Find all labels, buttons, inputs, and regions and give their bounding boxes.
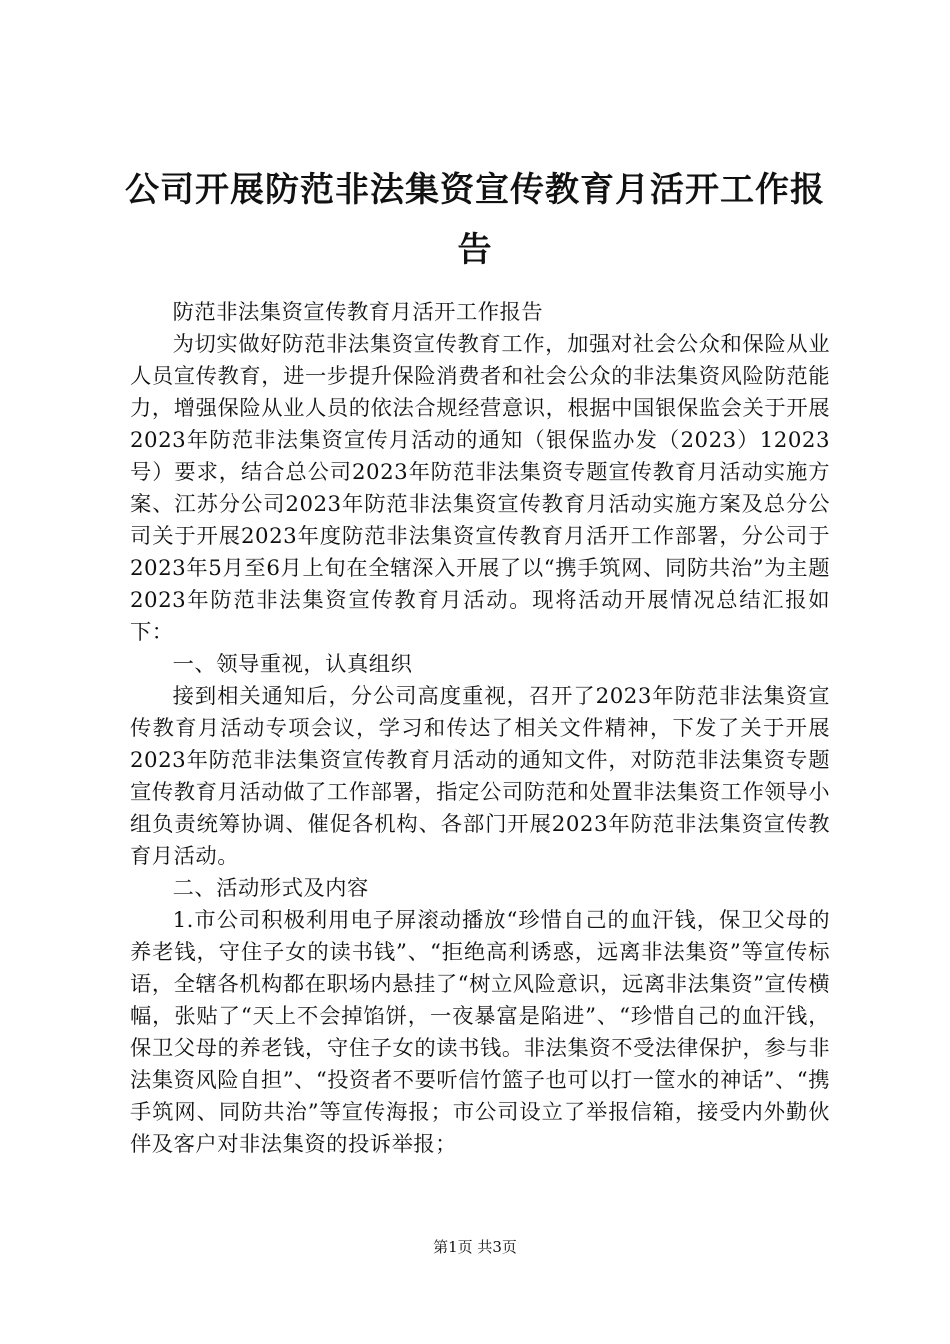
- document-body: [130, 297, 830, 1161]
- document-title: 公司开展防范非法集资宣传教育月活开工作报告: [125, 170, 825, 270]
- section-heading-1: 一、领导重视，认真组织: [172, 652, 413, 677]
- paragraph-subtitle: 防范非法集资宣传教育月活开工作报告: [172, 300, 544, 325]
- section-heading-2: 二、活动形式及内容: [172, 876, 369, 901]
- paragraph-section-2-item-1: 1.市公司积极利用电子屏滚动播放“珍惜自己的血汗钱，保卫父母的养老钱，守住子女的读书钱”、“拒绝高利诱惑，远离非法集资”等宣传标语，全辖各机构都在职场内悬挂了“树立风险意识，远离非法集资”宣传横幅，张贴了“天上不会掉馅饼，一夜暴富是陷进”、“珍惜自己的血汗钱，保卫父母的养老钱，守住子女的读书钱。非法集资不受法律保护，参与非法集资风险自担”、“投资者不要听信竹篮子也可以打一筐水的神话”、“携手筑网、同防共治”等宣传海报；市公司设立了举报信箱，接受内外勤伙伴及客户对非法集资的投诉举报；: [130, 908, 830, 1157]
- paragraph-section-1: 接到相关通知后，分公司高度重视，召开了2023年防范非法集资宣传教育月活动专项会议，学习和传达了相关文件精神，下发了关于开展2023年防范非法集资宣传教育月活动的通知文件，对防范非法集资专题宣传教育月活动做了工作部署，指定公司防范和处置非法集资工作领导小组负责统筹协调、催促各机构、各部门开展2023年防范非法集资宣传教育月活动。: [130, 684, 830, 869]
- paragraph-intro: 为切实做好防范非法集资宣传教育工作，加强对社会公众和保险从业人员宣传教育，进一步提升保险消费者和社会公众的非法集资风险防范能力，增强保险从业人员的依法合规经营意识，根据中国银保监会关于开展2023年防范非法集资宣传月活动的通知（银保监办发（2023）12023号）要求，结合总公司2023年防范非法集资专题宣传教育月活动实施方案、江苏分公司2023年防范非法集资宣传教育月活动实施方案及总分公司关于开展2023年度防范非法集资宣传教育月活开工作部署，分公司于2023年5月至6月上旬在全辖深入开展了以“携手筑网、同防共治”为主题2023年防范非法集资宣传教育月活动。现将活动开展情况总结汇报如下：: [130, 332, 830, 645]
- page-footer: 第1页 共3页: [433, 1238, 517, 1256]
